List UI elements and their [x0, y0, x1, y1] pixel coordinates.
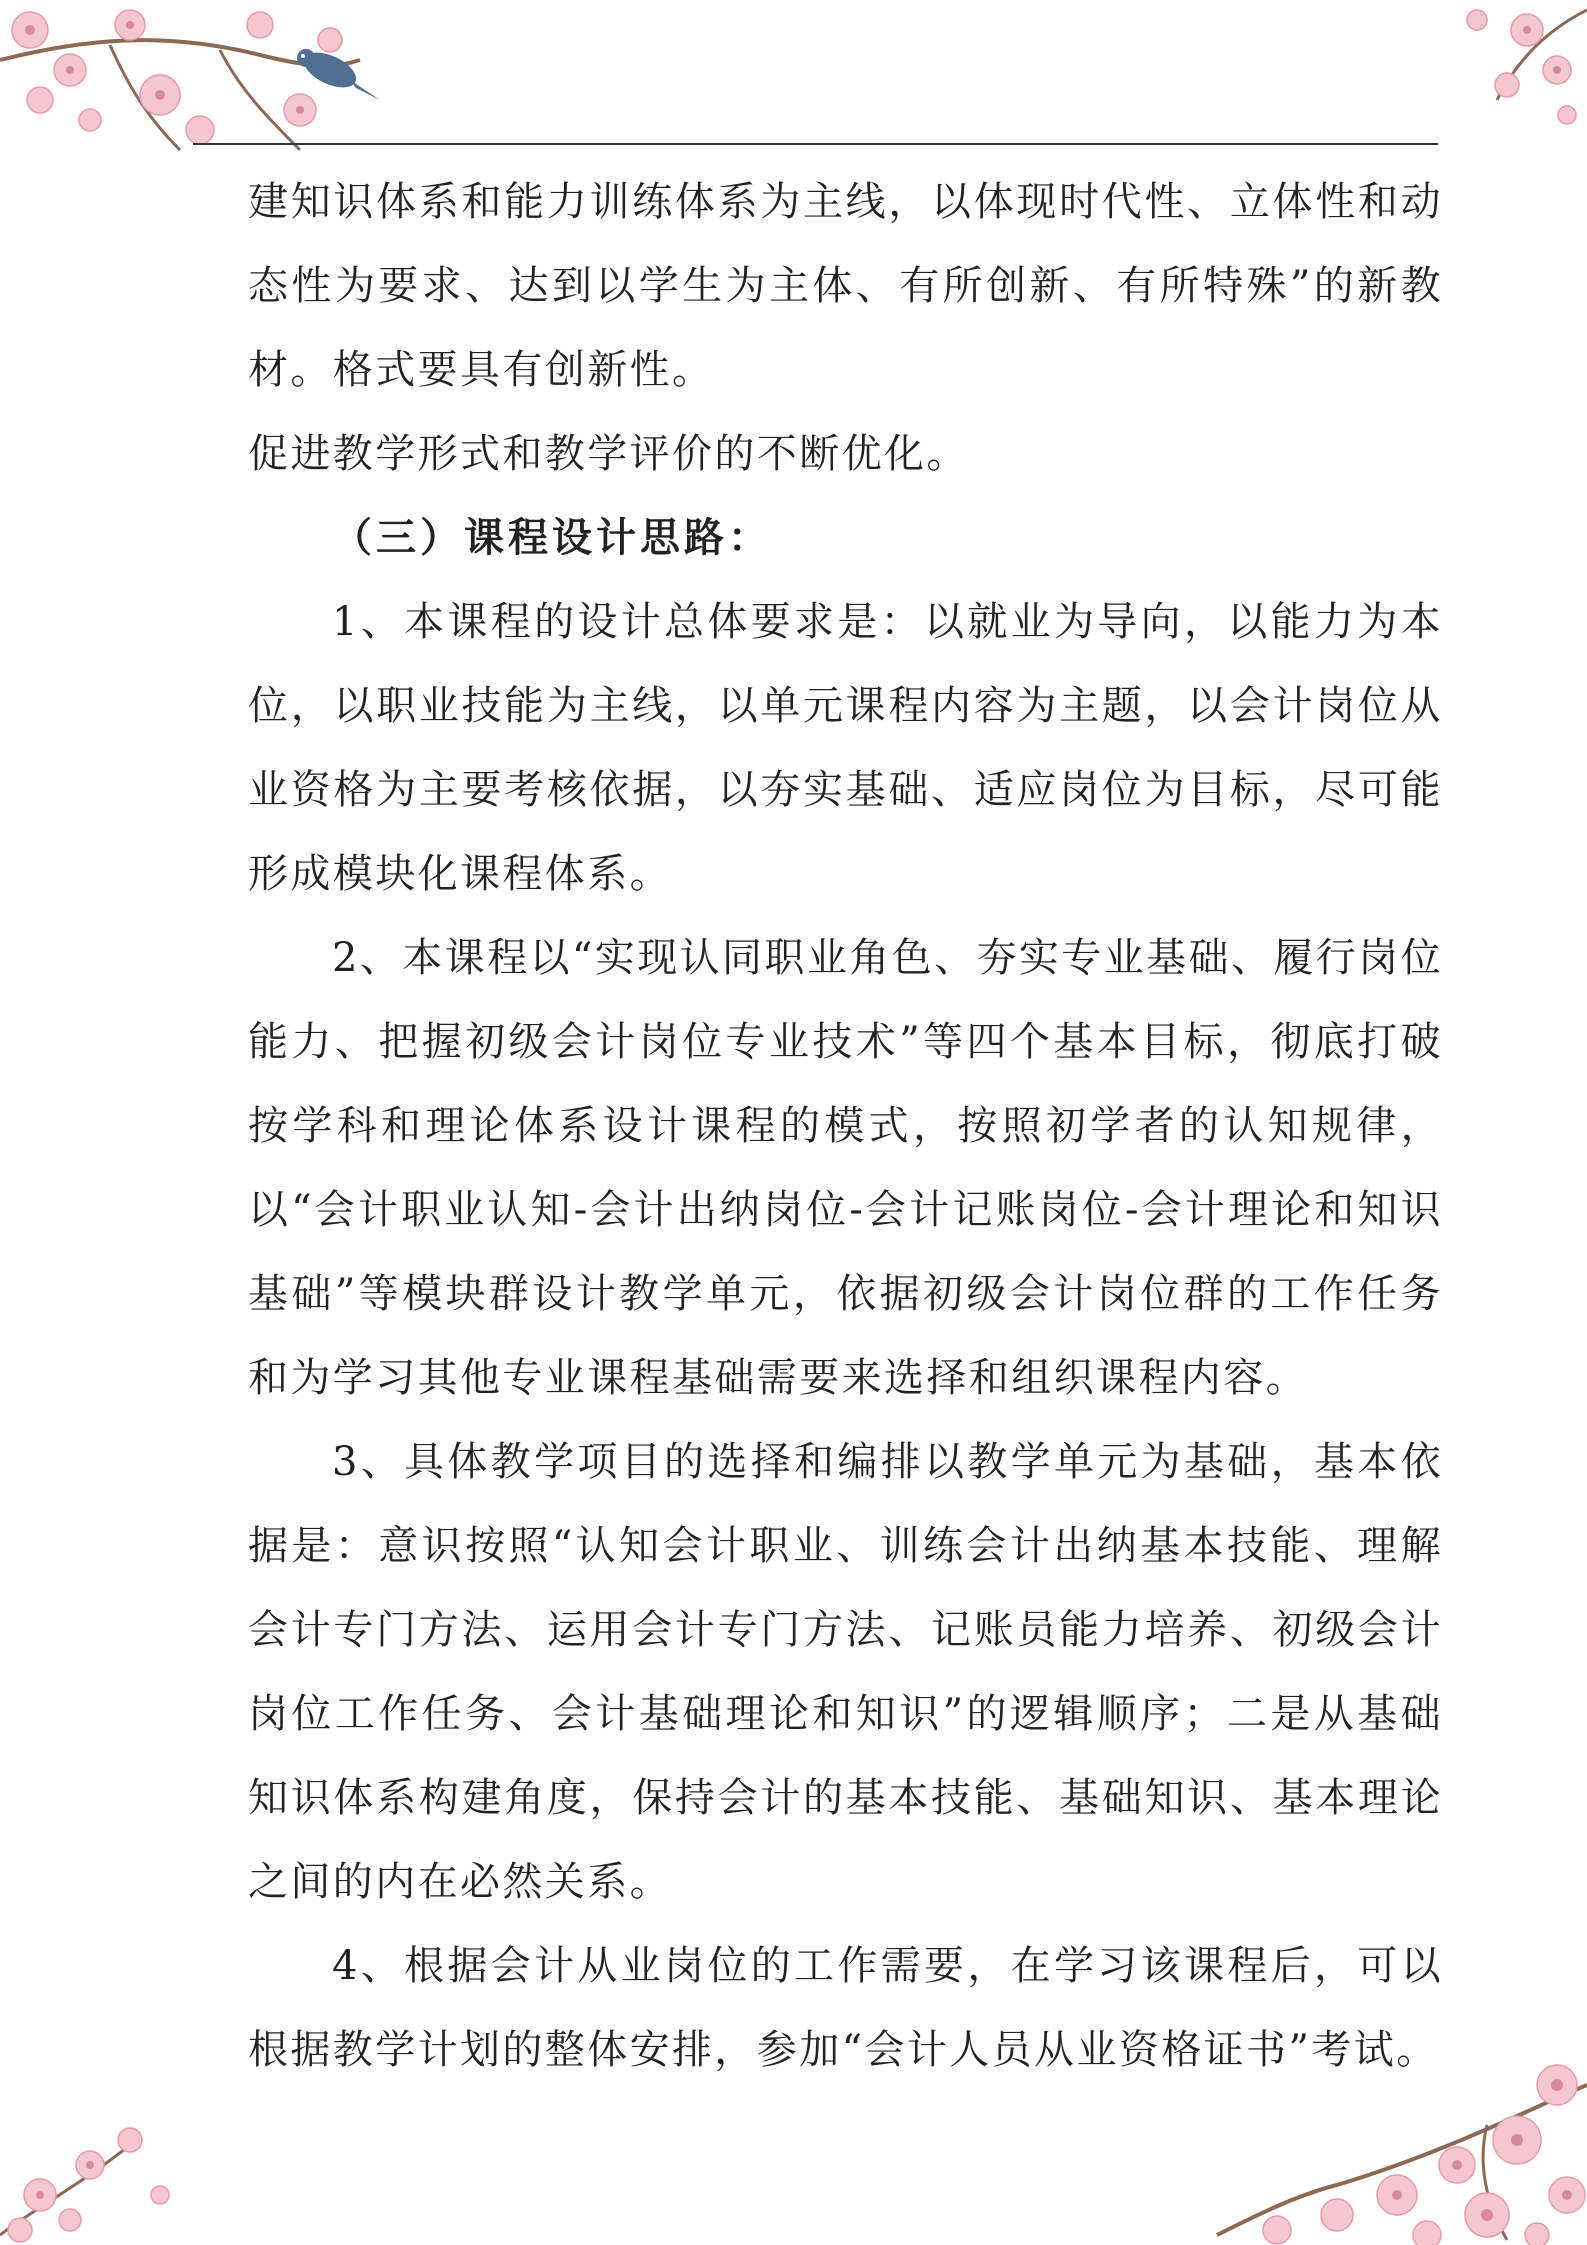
cherry-blossom-decoration-top-right [1417, 0, 1587, 140]
document-body [248, 160, 1443, 2092]
paragraph-continuation: 促进教学形式和教学评价的不断优化。 [248, 431, 969, 477]
cherry-blossom-decoration-bottom-right [1157, 2045, 1587, 2245]
paragraph: 3、具体教学项目的选择和编排以教学单元为基础，基本依据是：意识按照“认知会计职业、训练会计出纳基本技能、理解会计专门方法、运用会计专门方法、记账员能力培养、初级会计岗位工作任务、会计基础理论和知识”的逻辑顺序；二是从基础知识体系构建角度，保持会计的基本技能、基础知识、基本理论之间的内在必然关系。 [248, 1439, 1443, 1905]
paragraph-continuation: 建知识体系和能力训练体系为主线，以体现时代性、立体性和动态性为要求、达到以学生为主体、有所创新、有所特殊”的新教材。格式要具有创新性。 [248, 179, 1443, 393]
section-heading: （三）课程设计思路： [332, 514, 772, 561]
paragraph: 1、本课程的设计总体要求是：以就业为导向，以能力为本位，以职业技能为主线，以单元课程内容为主题，以会计岗位从业资格为主要考核依据，以夯实基础、适应岗位为目标，尽可能形成模块化课程体系。 [248, 599, 1443, 897]
cherry-blossom-decoration-bottom-left [0, 2085, 210, 2245]
header-divider [193, 143, 1438, 145]
paragraph: 4、根据会计从业岗位的工作需要，在学习该课程后，可以根据教学计划的整体安排，参加“会计人员从业资格证书”考试。 [248, 1943, 1443, 2073]
paragraph: 2、本课程以“实现认同职业角色、夯实专业基础、履行岗位能力、把握初级会计岗位专业技术”等四个基本目标，彻底打破按学科和理论体系设计课程的模式，按照初学者的认知规律，以“会计职业认知-会计出纳岗位-会计记账岗位-会计理论和知识基础”等模块群设计教学单元，依据初级会计岗位群的工作任务和为学习其他专业课程基础需要来选择和组织课程内容。 [248, 935, 1443, 1401]
blossom-flower [12, 10, 342, 144]
bird-icon [297, 45, 380, 100]
